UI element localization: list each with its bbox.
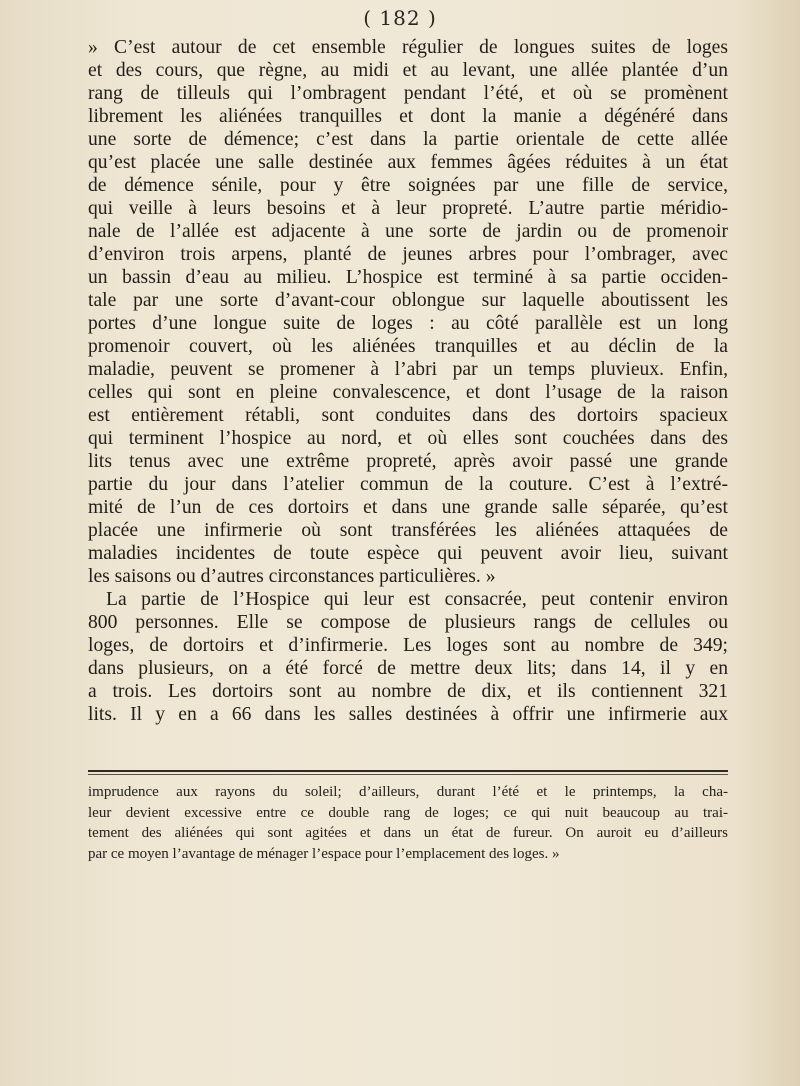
text-line: mité de l’un de ces dortoirs et dans une grande salle séparée, qu’est bbox=[88, 497, 728, 518]
text-line: placée une infirmerie où sont transférées les aliénées attaquées de bbox=[88, 520, 728, 541]
footnote-line: tement des aliénées qui sont agitées et dans un état de fureur. On auroit eu d’ailleurs bbox=[88, 825, 728, 841]
text-line: lits tenus avec une extrême propreté, après avoir passé une grande bbox=[88, 451, 728, 472]
text-line: de démence sénile, pour y être soignées par une fille de service, bbox=[88, 175, 728, 196]
text-line: maladie, peuvent se promener à l’abri par un temps pluvieux. Enfin, bbox=[88, 359, 728, 380]
text-line: tale par une sorte d’avant-cour oblongue sur laquelle aboutissent les bbox=[88, 290, 728, 311]
text-line: celles qui sont en pleine convalescence, et dont l’usage de la raison bbox=[88, 382, 728, 403]
footnote-separator-thin bbox=[88, 774, 728, 775]
text-line: partie du jour dans l’atelier commun de la couture. C’est à l’extré- bbox=[88, 474, 728, 495]
text-line: dans plusieurs, on a été forcé de mettre deux lits; dans 14, il y en bbox=[88, 658, 728, 679]
text-line: promenoir couvert, où les aliénées tranquilles et au déclin de la bbox=[88, 336, 728, 357]
text-line: loges, de dortoirs et d’infirmerie. Les loges sont au nombre de 349; bbox=[88, 635, 728, 656]
footnote-line: imprudence aux rayons du soleil; d’ailleurs, durant l’été et le printemps, la cha- bbox=[88, 784, 728, 800]
text-line: qui veille à leurs besoins et à leur propreté. L’autre partie méridio- bbox=[88, 198, 728, 219]
text-line: qu’est placée une salle destinée aux femmes âgées réduites à un état bbox=[88, 152, 728, 173]
text-line: librement les aliénées tranquilles et dont la manie a dégénéré dans bbox=[88, 106, 728, 127]
text-line: a trois. Les dortoirs sont au nombre de dix, et ils contiennent 321 bbox=[88, 681, 728, 702]
text-line: un bassin d’eau au milieu. L’hospice est terminé à sa partie occiden- bbox=[88, 267, 728, 288]
footnote-line: leur devient excessive entre ce double rang de loges; ce qui nuit beaucoup au trai- bbox=[88, 804, 728, 821]
text-line: les saisons ou d’autres circonstances particulières. » bbox=[88, 566, 496, 587]
footnote bbox=[88, 782, 728, 864]
text-line: » C’est autour de cet ensemble régulier de longues suites de loges bbox=[88, 37, 728, 58]
text-line: portes d’une longue suite de loges : au côté parallèle est un long bbox=[88, 313, 728, 334]
text-line: une sorte de démence; c’est dans la partie orientale de cette allée bbox=[88, 129, 728, 150]
text-line: nale de l’allée est adjacente à une sorte de jardin ou de promenoir bbox=[88, 221, 728, 242]
text-line: est entièrement rétabli, sont conduites dans des dortoirs spacieux bbox=[88, 405, 728, 426]
text-line: qui terminent l’hospice au nord, et où elles sont couchées dans des bbox=[88, 428, 728, 449]
footnote-line: par ce moyen l’avantage de ménager l’espace pour l’emplacement des loges. » bbox=[88, 845, 560, 862]
text-line: et des cours, que règne, au midi et au levant, une allée plantée d’un bbox=[88, 60, 728, 81]
text-line: rang de tilleuls qui l’ombragent pendant l’été, et où se promènent bbox=[88, 83, 728, 104]
text-line: La partie de l’Hospice qui leur est consacrée, peut contenir environ bbox=[106, 589, 728, 610]
text-line: d’environ trois arpens, planté de jeunes arbres pour l’ombrager, avec bbox=[88, 244, 728, 265]
footnote-separator bbox=[88, 770, 728, 772]
main-text bbox=[88, 36, 728, 726]
page-number: ( 182 ) bbox=[363, 6, 437, 30]
text-line: lits. Il y en a 66 dans les salles destinées à offrir une infirmerie aux bbox=[88, 704, 728, 725]
text-line: maladies incidentes de toute espèce qui peuvent avoir lieu, suivant bbox=[88, 543, 728, 564]
text-line: 800 personnes. Elle se compose de plusieurs rangs de cellules ou bbox=[88, 612, 728, 633]
